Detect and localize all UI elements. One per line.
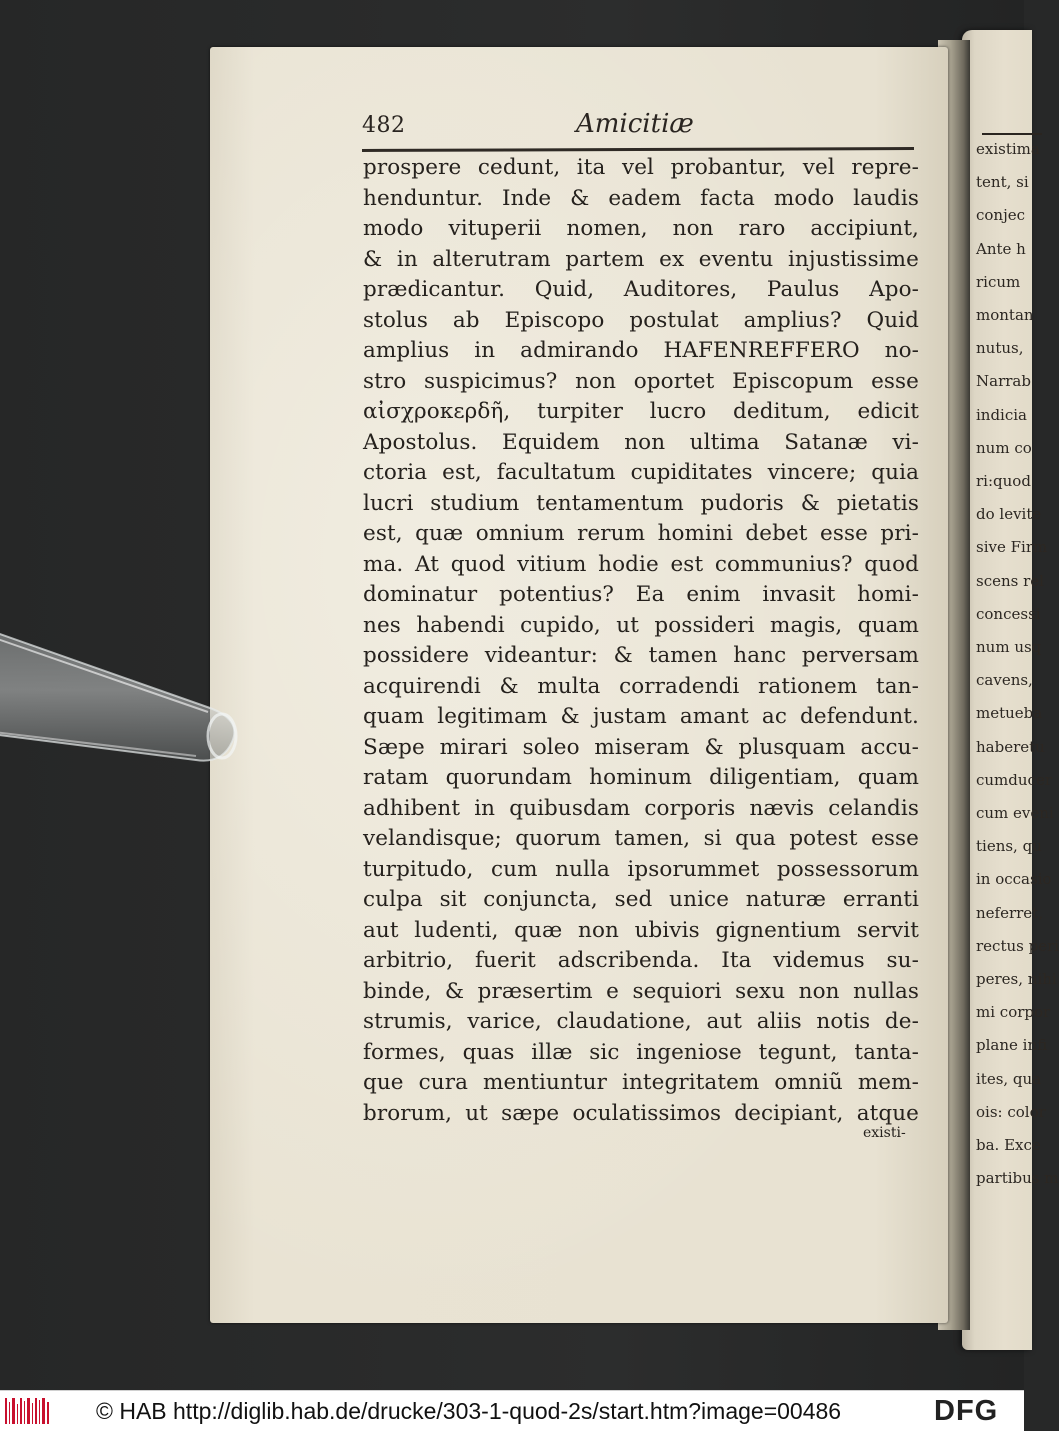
facing-page-fragment: rectus peri [976, 936, 1059, 955]
text-line: stro suspicimus? non oportet Episcopum esse [363, 368, 919, 394]
text-line: lucri studium tentamentum pudoris & pietatis [363, 490, 919, 516]
facing-page-fragment: concessi [976, 604, 1041, 623]
text-line: ratam quorundam hominum diligentiam, quam [363, 765, 919, 790]
facing-page-fragment: cum eveni [976, 804, 1054, 822]
facing-page-fragment: Narrab [976, 372, 1031, 391]
page-header [362, 107, 922, 149]
facing-page-fragment: sive Firm [976, 538, 1048, 557]
text-line: & in alterutram partem ex eventu injustissime [363, 246, 919, 272]
facing-page-fragment: plane infi [976, 1036, 1048, 1055]
text-line: dominatur potentius? Ea enim invasit homi- [363, 582, 919, 607]
facing-page-fragment: ricum [976, 272, 1021, 291]
text-line: acquirendi & multa corradendi rationem tan- [363, 673, 919, 699]
text-line: henduntur. Inde & eadem facta modo laudis [363, 185, 919, 211]
facing-page-fragment: neferret, [976, 903, 1043, 922]
catchword: existi- [863, 1125, 906, 1141]
text-line: velandisque; quorum tamen, si qua potest esse [363, 826, 919, 851]
facing-page-rule [982, 133, 1042, 135]
source-footer [0, 1390, 1024, 1431]
facing-page-fragment: nutus, [976, 339, 1024, 358]
header-rule [362, 147, 914, 152]
text-line: arbitrio, fuerit adscribenda. Ita videmus su- [363, 948, 919, 973]
page-number: 482 [362, 113, 406, 138]
facing-page-fragment: ois: color [976, 1102, 1046, 1121]
text-line: prædicantur. Quid, Auditores, Paulus Apo- [363, 277, 919, 302]
facing-page-fragment: cumducer [976, 770, 1052, 789]
facing-page-fragment: Ante h [976, 239, 1026, 258]
text-line: stolus ab Episcopo postulat amplius? Quid [363, 307, 919, 333]
text-line: modo vituperii nomen, non raro accipiunt, [363, 216, 919, 241]
facing-page-fragment: tent, si [976, 173, 1029, 192]
running-title: Amicitiæ [576, 109, 694, 139]
facing-page-fragment: metueba [976, 704, 1043, 723]
text-line: prospere cedunt, ita vel probantur, vel repre- [363, 155, 919, 180]
text-line: aut ludenti, quæ non ubivis gignentium servit [363, 917, 919, 943]
facing-page-fragment: num usq [976, 638, 1042, 656]
text-line: brorum, ut sæpe oculatissimos decipiant, atque [363, 1100, 919, 1126]
facing-page-fragment: partibus m [976, 1169, 1059, 1188]
text-line: possidere videantur: & tamen hanc perversam [363, 643, 919, 668]
text-line: est, quæ omnium rerum homini debet esse pri- [363, 521, 919, 546]
barcode-icon [4, 1398, 50, 1424]
text-line: ctoria est, facultatum cupiditates vincere; quia [363, 460, 919, 485]
dfg-logo: DFG [934, 1395, 999, 1427]
facing-page-fragment: do levite [976, 505, 1042, 524]
facing-page-fragment: cavens, [976, 671, 1033, 690]
facing-page-fragment: conjec [976, 206, 1026, 225]
facing-page-fragment: tiens, qu [976, 837, 1042, 856]
text-line: Apostolus. Equidem non ultima Satanæ vi- [363, 429, 919, 455]
text-line: quam legitimam & justam amant ac defendunt. [363, 704, 919, 729]
facing-page-fragment: in occasio [976, 870, 1052, 889]
text-line: adhibent in quibusdam corporis nævis celandis [363, 795, 919, 821]
text-line: ma. At quod vitium hodie est communius? quod [363, 551, 919, 577]
text-line: αἰσχροκερδῆ, turpiter lucro deditum, edicit [363, 399, 919, 424]
facing-page-fragment: ri:quod [976, 472, 1031, 490]
facing-page-fragment: mi corpor [976, 1003, 1051, 1022]
text-line: nes habendi cupido, ut possideri magis, quam [363, 612, 919, 638]
text-line: binde, & præsertim e sequiori sexu non nullas [363, 978, 919, 1004]
text-line: formes, quas illæ sic ingeniose tegunt, tanta- [363, 1039, 919, 1065]
facing-page-fragment: existima [976, 140, 1040, 158]
facing-page-fragment: ites, qua [976, 1069, 1042, 1088]
facing-page-fragment: indicia [976, 405, 1027, 424]
text-line: amplius in admirando HAFENREFFERO no- [363, 338, 919, 363]
facing-page [962, 30, 1059, 1350]
text-line: que cura mentiuntur integritatem omniũ mem- [363, 1070, 919, 1095]
book-page [210, 47, 948, 1323]
text-line: strumis, varice, claudatione, aut aliis notis de- [363, 1009, 919, 1034]
facing-page-fragment: peres, nihi [976, 970, 1057, 988]
facing-page-fragment: ba. Exce [976, 1136, 1041, 1154]
source-link[interactable]: © HAB http://diglib.hab.de/drucke/303-1-quod-2s/start.htm?image=00486 [96, 1398, 842, 1424]
facing-page-fragment: haberetu [976, 737, 1045, 756]
facing-page-fragment: scens rel [976, 571, 1044, 590]
text-line: culpa sit conjuncta, sed unice naturæ erranti [363, 887, 919, 912]
body-text [363, 153, 919, 1129]
facing-page-fragment: montan [976, 306, 1034, 324]
facing-page-fragment: num co [976, 438, 1032, 457]
text-line: Sæpe mirari soleo miseram & plusquam accu- [363, 734, 919, 760]
text-line: turpitudo, cum nulla ipsorummet possessorum [363, 856, 919, 882]
